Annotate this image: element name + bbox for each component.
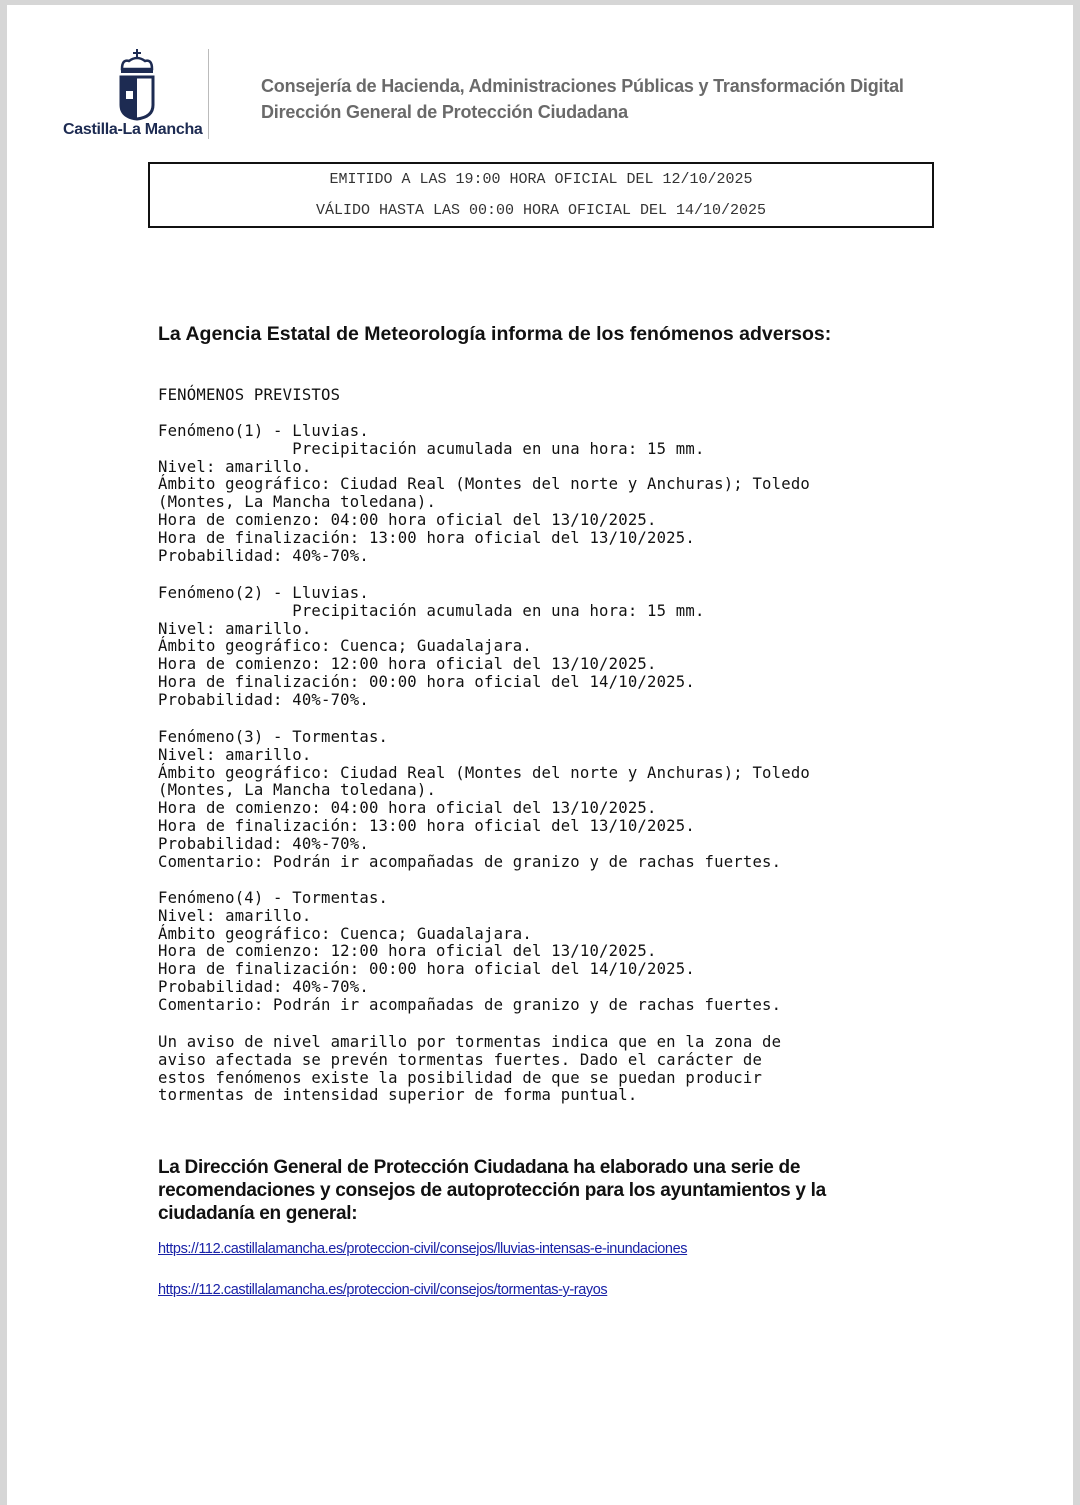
recommendations-heading: La Dirección General de Protección Ciudadana ha elaborado una serie de recomendaciones y consejos de autoprotección para los ayuntamientos y la ciudadanía en general: bbox=[158, 1157, 826, 1224]
header-divider bbox=[208, 49, 209, 139]
agency-heading bbox=[261, 73, 904, 125]
phenomenon-2: Fenómeno(2) - Lluvias. Precipitación acumulada en una hora: 15 mm. Nivel: amarillo. Ámbito geográfico: Cuenca; Guadalajara. Hora de comienzo: 12:00 hora oficial del 13/10/2025. Hora de finalización: 00:00 hora oficial del 14/10/2025. Probabilidad: 40%-70%. bbox=[158, 584, 705, 709]
phenomenon-3: Fenómeno(3) - Tormentas. Nivel: amarillo. Ámbito geográfico: Ciudad Real (Montes del norte y Anchuras); Toledo (Montes, La Mancha toledana). Hora de comienzo: 04:00 hora oficial del 13/10/2025. Hora de finalización: 13:00 hora oficial del 13/10/2025. Probabilidad: 40%-70%. Comentario: Podrán ir acompañadas de granizo y de rachas fuertes. bbox=[158, 728, 810, 871]
crest-icon bbox=[117, 49, 157, 121]
aemet-heading: La Agencia Estatal de Meteorología informa de los fenómenos adversos: bbox=[158, 323, 832, 345]
phenomenon-4: Fenómeno(4) - Tormentas. Nivel: amarillo. Ámbito geográfico: Cuenca; Guadalajara. Hora de comienzo: 12:00 hora oficial del 13/10/2025. Hora de finalización: 00:00 hora oficial del 14/10/2025. Probabilidad: 40%-70%. Comentario: Podrán ir acompañadas de granizo y de rachas fuertes. bbox=[158, 889, 782, 1014]
issued-text: EMITIDO A LAS 19:00 HORA OFICIAL DEL 12/10/2025 bbox=[329, 171, 753, 188]
logo-text: Castilla-La Mancha bbox=[63, 121, 203, 138]
agency-line-2: Dirección General de Protección Ciudadana bbox=[261, 102, 628, 122]
section-label: FENÓMENOS PREVISTOS bbox=[158, 386, 341, 404]
link-lluvias-inundaciones[interactable]: https://112.castillalamancha.es/proteccion-civil/consejos/lluvias-intensas-e-inundaciones bbox=[158, 1241, 688, 1257]
valid-until-text: VÁLIDO HASTA LAS 00:00 HORA OFICIAL DEL 14/10/2025 bbox=[315, 202, 767, 219]
document-page bbox=[7, 5, 1073, 1505]
phenomenon-1: Fenómeno(1) - Lluvias. Precipitación acumulada en una hora: 15 mm. Nivel: amarillo. Ámbito geográfico: Ciudad Real (Montes del norte y Anchuras); Toledo (Montes, La Mancha toledana). Hora de comienzo: 04:00 hora oficial del 13/10/2025. Hora de finalización: 13:00 hora oficial del 13/10/2025. Probabilidad: 40%-70%. bbox=[158, 422, 810, 565]
link-tormentas-rayos[interactable]: https://112.castillalamancha.es/proteccion-civil/consejos/tormentas-y-rayos bbox=[158, 1282, 608, 1298]
agency-line-1: Consejería de Hacienda, Administraciones Públicas y Transformación Digital bbox=[261, 76, 904, 96]
validity-box bbox=[148, 162, 934, 228]
yellow-warning-note: Un aviso de nivel amarillo por tormentas indica que en la zona de aviso afectada se prevén tormentas fuertes. Dado el carácter de estos fenómenos existe la posibilidad de que se puedan producir tormentas de intensidad superior de forma puntual. bbox=[158, 1033, 782, 1105]
